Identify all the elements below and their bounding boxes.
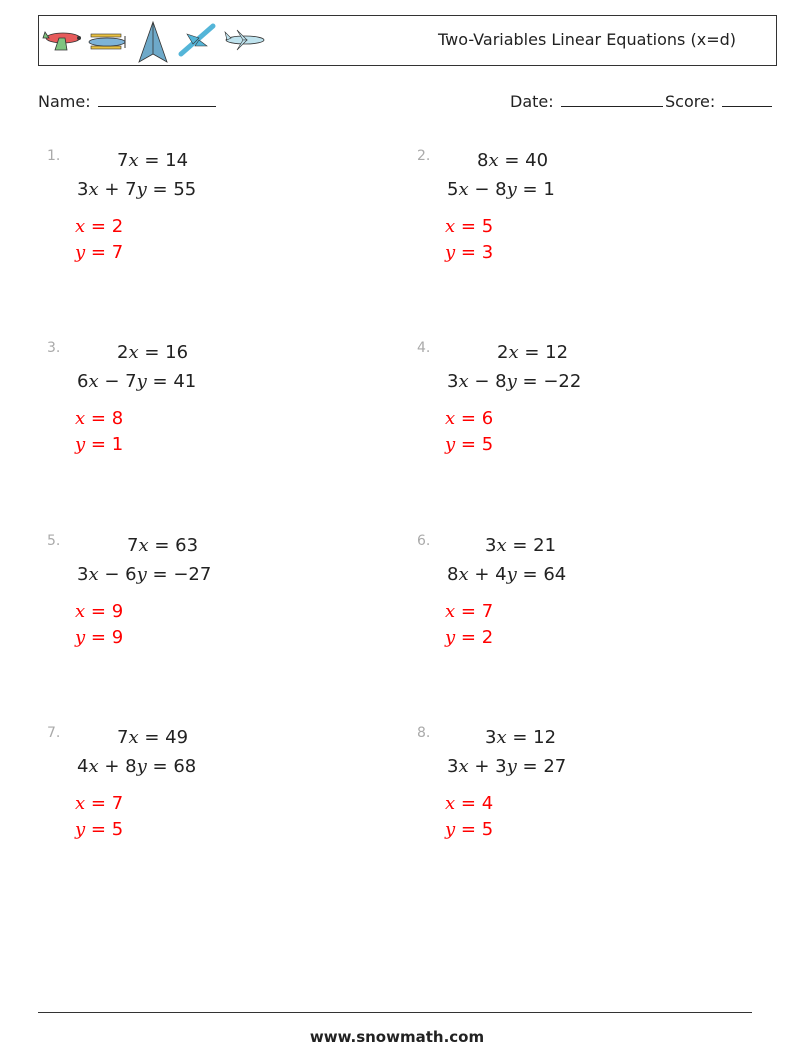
score-blank[interactable] [722, 92, 772, 107]
answer-y [445, 434, 493, 455]
var-x: x [496, 535, 507, 556]
answer-y [75, 242, 123, 263]
var-x: x [445, 601, 456, 622]
problem-number: 6. [417, 533, 431, 549]
equation-1 [117, 727, 188, 748]
answer-x [75, 793, 123, 814]
var-x: x [445, 408, 456, 429]
eq1-coefficient: 3 [485, 535, 497, 556]
problem-7 [47, 725, 347, 855]
var-x: x [88, 564, 99, 585]
answer-y-value: = 1 [90, 434, 124, 455]
eq2-rhs: = 64 [522, 564, 567, 585]
var-x: x [496, 727, 507, 748]
paper-plane-icon [137, 20, 169, 64]
eq2-x-coefficient: 4 [77, 756, 89, 777]
var-x: x [445, 216, 456, 237]
problem-number: 3. [47, 340, 61, 356]
problem-2 [417, 148, 717, 278]
answer-x [445, 601, 493, 622]
eq2-rhs: = −27 [152, 564, 212, 585]
problem-number: 1. [47, 148, 61, 164]
answer-y [445, 627, 493, 648]
answer-x [75, 408, 123, 429]
eq2-rhs: = 1 [522, 179, 555, 200]
footer-site: www.snowmath.com [309, 1028, 485, 1046]
equation-1 [497, 342, 568, 363]
answer-x-value: = 6 [460, 408, 494, 429]
var-x: x [458, 371, 469, 392]
var-x: x [138, 535, 149, 556]
eq2-operator: − [474, 179, 490, 200]
var-x: x [128, 727, 139, 748]
eq2-operator: + [474, 756, 490, 777]
equation-1 [117, 150, 188, 171]
answer-x-value: = 9 [90, 601, 124, 622]
eq2-y-coefficient: 8 [495, 371, 507, 392]
var-y: y [445, 434, 456, 455]
problem-number: 2. [417, 148, 431, 164]
equation-2 [447, 179, 555, 200]
score-label: Score: [665, 92, 716, 111]
eq2-rhs: = −22 [522, 371, 582, 392]
date-blank[interactable] [561, 92, 663, 107]
answer-y-value: = 3 [460, 242, 494, 263]
eq1-rhs: = 63 [154, 535, 199, 556]
airliner-icon [223, 20, 267, 60]
answer-x-value: = 7 [90, 793, 124, 814]
eq2-operator: − [474, 371, 490, 392]
eq1-coefficient: 2 [117, 342, 129, 363]
var-x: x [458, 564, 469, 585]
answer-x [75, 601, 123, 622]
answer-x [445, 408, 493, 429]
var-y: y [75, 819, 86, 840]
red-plane-icon [41, 20, 85, 60]
problem-8 [417, 725, 717, 855]
var-y: y [136, 564, 147, 585]
answer-y-value: = 9 [90, 627, 124, 648]
equation-2 [77, 179, 196, 200]
worksheet-title: Two-Variables Linear Equations (x=d) [438, 30, 736, 49]
eq2-y-coefficient: 8 [125, 756, 137, 777]
var-x: x [75, 408, 86, 429]
answer-y-value: = 7 [90, 242, 124, 263]
eq1-rhs: = 21 [512, 535, 557, 556]
score-field [665, 92, 772, 111]
answer-x-value: = 8 [90, 408, 124, 429]
eq1-coefficient: 2 [497, 342, 509, 363]
biplane-icon [85, 20, 131, 60]
eq2-rhs: = 41 [152, 371, 197, 392]
eq1-coefficient: 7 [127, 535, 139, 556]
eq1-rhs: = 49 [144, 727, 189, 748]
var-x: x [75, 793, 86, 814]
eq1-coefficient: 3 [485, 727, 497, 748]
eq2-operator: + [474, 564, 490, 585]
footer-divider [38, 1012, 752, 1013]
answer-y-value: = 5 [460, 434, 494, 455]
var-y: y [445, 627, 456, 648]
eq2-x-coefficient: 8 [447, 564, 459, 585]
answer-y [75, 434, 123, 455]
eq2-rhs: = 68 [152, 756, 197, 777]
answer-y-value: = 2 [460, 627, 494, 648]
eq2-y-coefficient: 6 [125, 564, 137, 585]
var-x: x [88, 756, 99, 777]
eq2-x-coefficient: 5 [447, 179, 459, 200]
eq1-rhs: = 12 [512, 727, 557, 748]
name-field [38, 92, 216, 111]
answer-x [75, 216, 123, 237]
eq1-rhs: = 16 [144, 342, 189, 363]
equation-1 [485, 535, 556, 556]
eq1-rhs: = 14 [144, 150, 189, 171]
eq2-x-coefficient: 3 [77, 179, 89, 200]
equation-1 [127, 535, 198, 556]
var-y: y [506, 179, 517, 200]
var-y: y [445, 242, 456, 263]
answer-y [75, 627, 123, 648]
var-x: x [128, 342, 139, 363]
var-y: y [506, 756, 517, 777]
equation-2 [77, 756, 196, 777]
equation-2 [447, 371, 581, 392]
eq2-rhs: = 27 [522, 756, 567, 777]
var-x: x [458, 756, 469, 777]
equation-2 [447, 564, 566, 585]
date-label: Date: [510, 92, 554, 111]
eq2-y-coefficient: 7 [125, 179, 137, 200]
var-x: x [88, 371, 99, 392]
problem-6 [417, 533, 717, 663]
eq2-y-coefficient: 8 [495, 179, 507, 200]
date-field [510, 92, 663, 111]
answer-y-value: = 5 [90, 819, 124, 840]
jet-icon [177, 20, 217, 60]
equation-1 [117, 342, 188, 363]
answer-x-value: = 5 [460, 216, 494, 237]
problem-3 [47, 340, 347, 470]
eq2-x-coefficient: 3 [447, 756, 459, 777]
answer-x [445, 216, 493, 237]
eq1-rhs: = 40 [504, 150, 549, 171]
equation-1 [485, 727, 556, 748]
var-y: y [136, 756, 147, 777]
answer-x-value: = 4 [460, 793, 494, 814]
var-y: y [75, 434, 86, 455]
answer-y-value: = 5 [460, 819, 494, 840]
var-x: x [445, 793, 456, 814]
answer-y [445, 242, 493, 263]
answer-x-value: = 7 [460, 601, 494, 622]
name-blank[interactable] [98, 92, 216, 107]
eq1-coefficient: 7 [117, 150, 129, 171]
eq2-operator: − [104, 564, 120, 585]
var-y: y [506, 371, 517, 392]
var-y: y [136, 179, 147, 200]
name-label: Name: [38, 92, 91, 111]
eq1-rhs: = 12 [524, 342, 569, 363]
problem-number: 4. [417, 340, 431, 356]
problem-number: 5. [47, 533, 61, 549]
var-y: y [506, 564, 517, 585]
var-y: y [136, 371, 147, 392]
var-y: y [445, 819, 456, 840]
var-x: x [75, 216, 86, 237]
var-x: x [508, 342, 519, 363]
eq2-rhs: = 55 [152, 179, 197, 200]
eq2-operator: + [104, 756, 120, 777]
eq2-y-coefficient: 7 [125, 371, 137, 392]
var-y: y [75, 627, 86, 648]
var-x: x [75, 601, 86, 622]
eq2-operator: − [104, 371, 120, 392]
eq2-y-coefficient: 3 [495, 756, 507, 777]
equation-2 [447, 756, 566, 777]
eq1-coefficient: 8 [477, 150, 489, 171]
answer-y [445, 819, 493, 840]
worksheet-header [38, 15, 777, 66]
equation-2 [77, 371, 196, 392]
eq2-x-coefficient: 3 [447, 371, 459, 392]
eq1-coefficient: 7 [117, 727, 129, 748]
var-y: y [75, 242, 86, 263]
equation-2 [77, 564, 211, 585]
problem-number: 7. [47, 725, 61, 741]
var-x: x [458, 179, 469, 200]
eq2-operator: + [104, 179, 120, 200]
problem-1 [47, 148, 347, 278]
var-x: x [88, 179, 99, 200]
eq2-x-coefficient: 3 [77, 564, 89, 585]
answer-x-value: = 2 [90, 216, 124, 237]
problem-5 [47, 533, 347, 663]
eq2-y-coefficient: 4 [495, 564, 507, 585]
var-x: x [488, 150, 499, 171]
problem-number: 8. [417, 725, 431, 741]
answer-y [75, 819, 123, 840]
eq2-x-coefficient: 6 [77, 371, 89, 392]
answer-x [445, 793, 493, 814]
equation-1 [477, 150, 548, 171]
var-x: x [128, 150, 139, 171]
problem-4 [417, 340, 717, 470]
